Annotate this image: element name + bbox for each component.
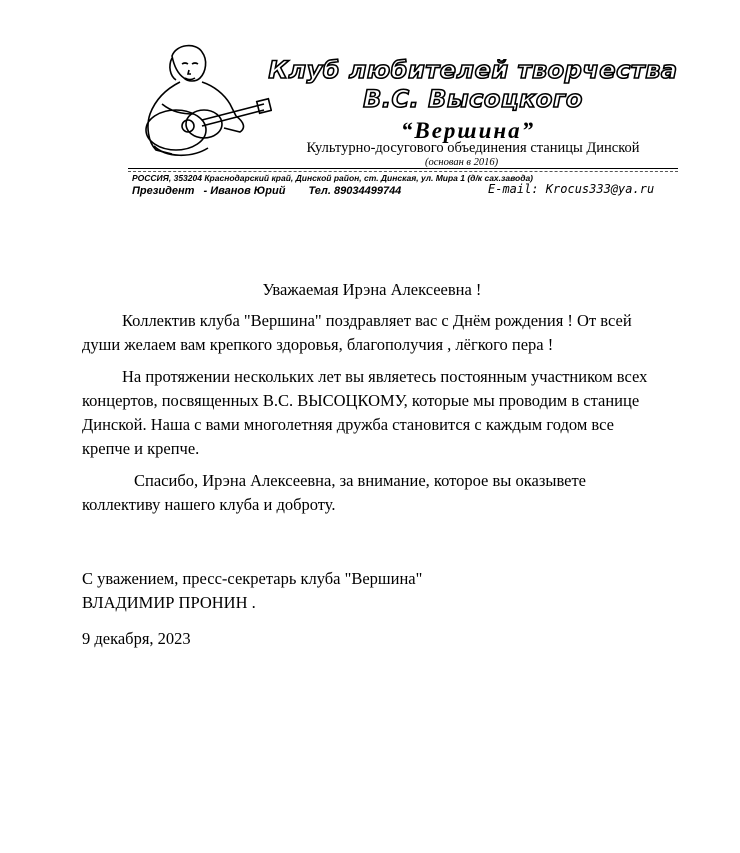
club-name: “Вершина” xyxy=(400,118,536,143)
email: E-mail: Krocus333@ya.ru xyxy=(488,182,655,196)
club-subtitle: Культурно-досугового объединения станицы Динской xyxy=(306,140,640,156)
letter-date: 9 декабря, 2023 xyxy=(82,629,191,648)
signature-line: С уважением, пресс-секретарь клуба "Вершина" xyxy=(82,569,423,588)
signer-name: ВЛАДИМИР ПРОНИН . xyxy=(82,593,256,612)
signature xyxy=(82,567,662,615)
president-name: - Иванов Юрий xyxy=(203,185,286,197)
paragraph: На протяжении нескольких лет вы являетесь постоянным участником всех концертов, посвященных В.С. ВЫСОЦКОМУ, которые мы проводим в станице Динской. Наша с вами многолетняя дружба становится с каждым годом все крепче и крепче. xyxy=(82,367,648,458)
paragraph: Спасибо, Ирэна Алексеевна, за внимание, которое вы оказывете коллективу нашего клуба и доброту. xyxy=(82,471,586,514)
letter-body xyxy=(82,278,662,651)
salutation: Уважаемая Ирэна Алексеевна ! xyxy=(262,280,482,299)
letterhead xyxy=(128,40,688,205)
club-title: Клуб любителей творчества В.С. Высоцкого xyxy=(268,56,678,113)
divider xyxy=(128,171,678,172)
founded-note: (основан в 2016) xyxy=(425,157,499,168)
guitarist-logo-icon xyxy=(132,42,272,160)
paragraph: Коллектив клуба "Вершина" поздравляет вас с Днём рождения ! От всей души желаем вам крепкого здоровья, благополучия , лёгкого пера ! xyxy=(82,311,632,354)
divider xyxy=(128,168,678,169)
phone: Тел. 89034499744 xyxy=(308,185,402,197)
president-contact xyxy=(132,185,407,197)
president-label: Президент xyxy=(132,185,195,197)
address: РОССИЯ, 353204 Краснодарский край, Динской район, ст. Динская, ул. Мира 1 (д/к сах.завода) xyxy=(132,173,534,183)
